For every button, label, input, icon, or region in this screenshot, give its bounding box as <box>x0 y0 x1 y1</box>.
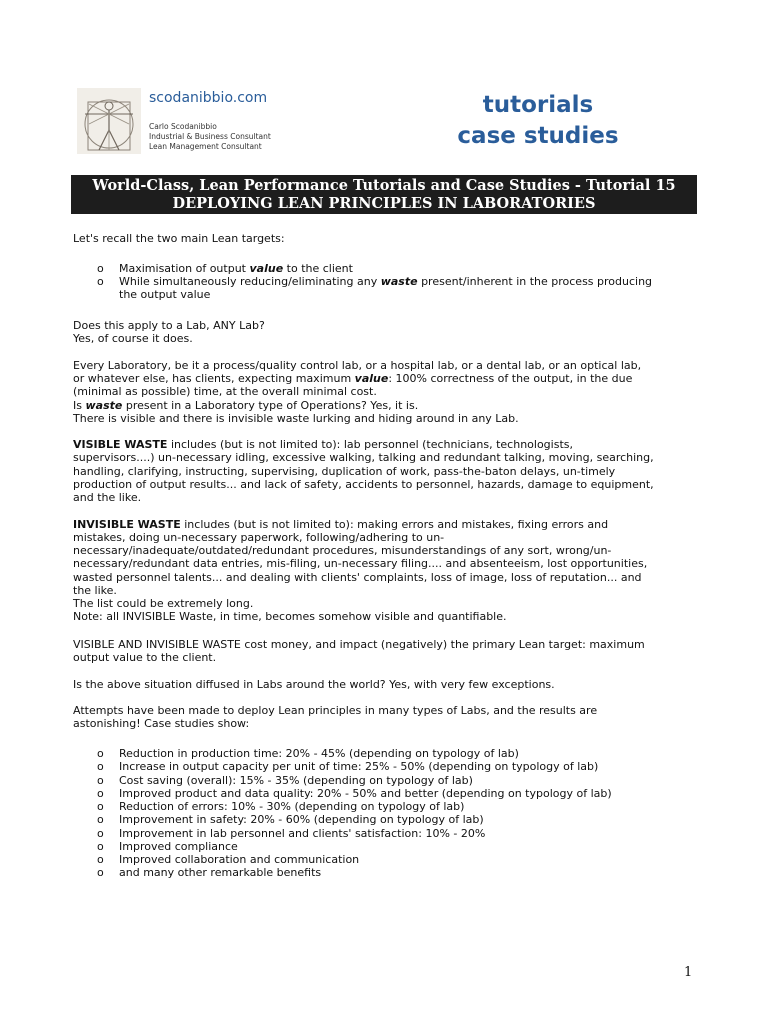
bullet-icon: o <box>97 853 104 866</box>
paragraph-cost-2: output value to the client. <box>73 651 217 664</box>
logo-role-1: Industrial & Business Consultant <box>149 132 271 141</box>
bullet-icon: o <box>97 747 104 760</box>
visible-waste-l5: and the like. <box>73 491 142 504</box>
paragraph-attempts-2: astonishing! Case studies show: <box>73 717 250 730</box>
paragraph-cost-1: VISIBLE AND INVISIBLE WASTE cost money, and impact (negatively) the primary Lean target: maximum <box>73 638 645 651</box>
logo-site: scodanibbio.com <box>149 90 268 106</box>
paragraph-every-1: Every Laboratory, be it a process/quality control lab, or a hospital lab, or a dental lab, or an optical lab, <box>73 359 642 372</box>
vitruvian-man-icon <box>77 88 141 154</box>
paragraph-every-3: (minimal as possible) time, at the overall minimal cost. <box>73 385 377 398</box>
logo-role-2: Lean Management Consultant <box>149 142 262 151</box>
bullet-icon: o <box>97 774 104 787</box>
tagline-case-studies: case studies <box>457 123 619 149</box>
invisible-waste-l1: INVISIBLE WASTE includes (but is not limited to): making errors and mistakes, fixing errors and <box>73 518 609 531</box>
paragraph-there: There is visible and there is invisible waste lurking and hiding around in any Lab. <box>73 412 519 425</box>
bullet-icon: o <box>97 760 104 773</box>
visible-waste-l1: VISIBLE WASTE includes (but is not limited to): lab personnel (technicians, technologists, <box>73 438 573 451</box>
bullet-icon: o <box>97 840 104 853</box>
paragraph-every-2: or whatever else, has clients, expecting maximum value: 100% correctness of the output, in the due <box>73 372 633 385</box>
logo <box>77 88 285 154</box>
paragraph-is-waste: Is waste present in a Laboratory type of Operations? Yes, it is. <box>73 399 419 412</box>
paragraph-diffused: Is the above situation diffused in Labs around the world? Yes, with very few exceptions. <box>73 678 555 691</box>
bullet-icon: o <box>97 787 104 800</box>
paragraph-apply-2: Yes, of course it does. <box>73 332 193 345</box>
invisible-waste-l4: necessary/redundant data entries, mis-filing, un-necessary filing.... and absenteeism, lost opportunities, <box>73 557 648 570</box>
invisible-waste-l6: the like. <box>73 584 117 597</box>
visible-waste-l3: handling, clarifying, instructing, supervising, duplication of work, pass-the-baton delays, un-timely <box>73 465 616 478</box>
bullet-icon: o <box>97 800 104 813</box>
visible-waste-l2: supervisors....) un-necessary idling, excessive walking, talking and redundant talking, moving, searching, <box>73 451 654 464</box>
title-banner <box>71 175 697 214</box>
paragraph-apply-1: Does this apply to a Lab, ANY Lab? <box>73 319 265 332</box>
bullet-icon: o <box>97 262 104 275</box>
logo-name: Carlo Scodanibbio <box>149 122 217 131</box>
invisible-waste-l2: mistakes, doing un-necessary paperwork, following/adhering to un- <box>73 531 445 544</box>
invisible-waste-l7: The list could be extremely long. <box>73 597 254 610</box>
page-number: 1 <box>684 965 693 980</box>
invisible-waste-l5: wasted personnel talents... and dealing with clients' complaints, loss of image, loss of reputation... and <box>73 571 642 584</box>
tagline-tutorials: tutorials <box>482 92 594 118</box>
bullet-icon: o <box>97 813 104 826</box>
invisible-waste-l3: necessary/inadequate/outdated/redundant procedures, misunderstandings of any sort, wrong/un- <box>73 544 612 557</box>
banner-subtitle: DEPLOYING LEAN PRINCIPLES IN LABORATORIES <box>172 195 596 212</box>
visible-waste-l4: production of output results... and lack of safety, accidents to personnel, hazards, damage to equipment, <box>73 478 654 491</box>
banner-title: World-Class, Lean Performance Tutorials and Case Studies - Tutorial 15 <box>92 177 676 194</box>
bullet-icon: o <box>97 827 104 840</box>
paragraph-attempts-1: Attempts have been made to deploy Lean principles in many types of Labs, and the results are <box>73 704 598 717</box>
bullet-icon: o <box>97 866 104 879</box>
invisible-waste-l8: Note: all INVISIBLE Waste, in time, becomes somehow visible and quantifiable. <box>73 610 507 623</box>
bullet-icon: o <box>97 275 104 288</box>
intro-text: Let's recall the two main Lean targets: <box>73 232 285 245</box>
